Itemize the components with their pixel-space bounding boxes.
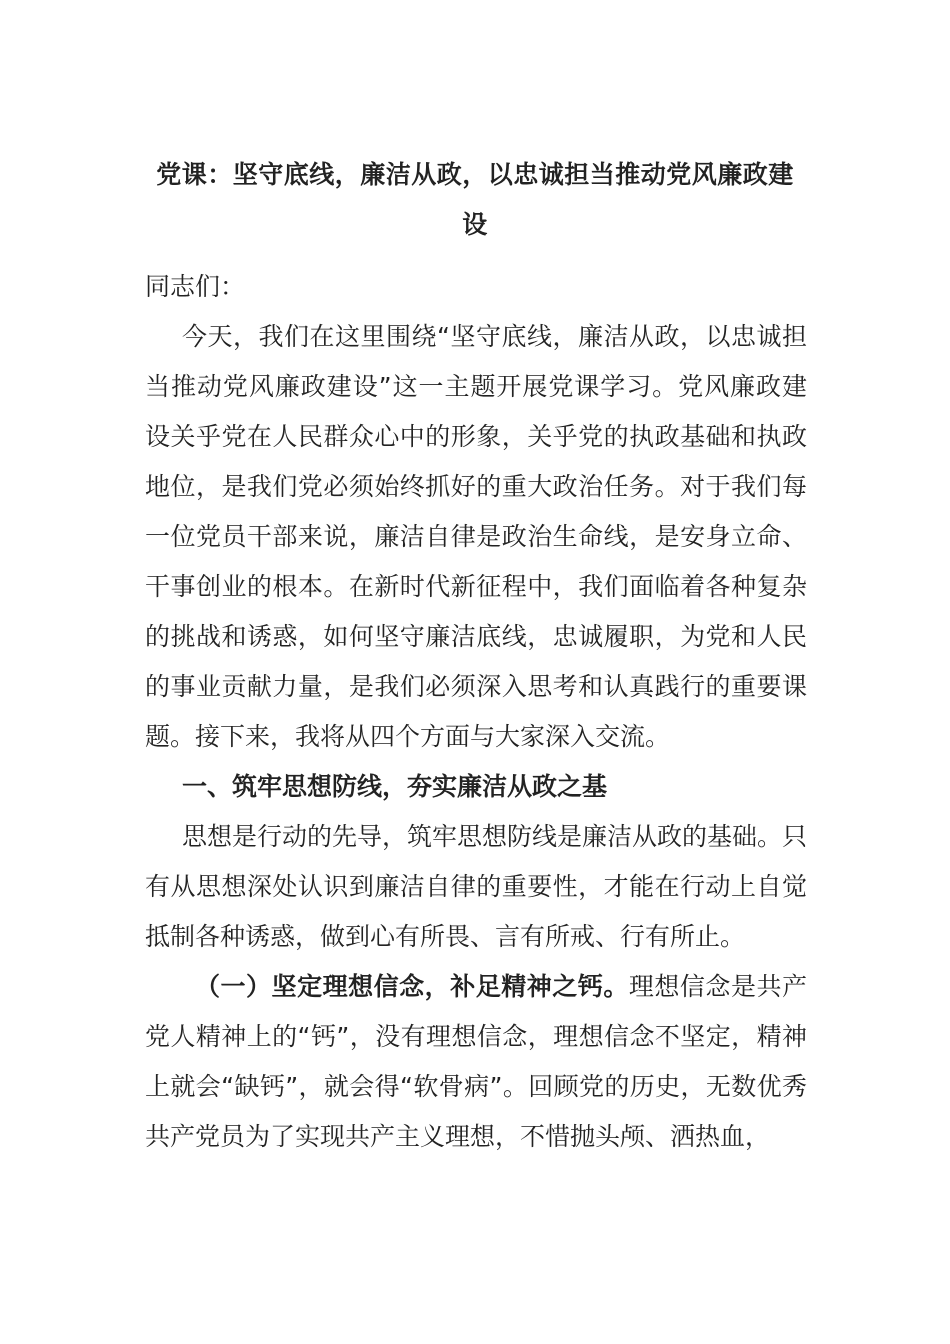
intro-paragraph: 今天，我们在这里围绕“坚守底线，廉洁从政，以忠诚担当推动党风廉政建设”这一主题开展党课学习。党风廉政建设关乎党在人民群众心中的形象，关乎党的执政基础和执政地位，是我们党必须始终抓好的重大政治任务。对于我们每一位党员干部来说，廉洁自律是政治生命线，是安身立命、干事创业的根本。在新时代新征程中，我们面临着各种复杂的挑战和诱惑，如何坚守廉洁底线，忠诚履职，为党和人民的事业贡献力量，是我们必须深入思考和认真践行的重要课题。接下来，我将从四个方面与大家深入交流。	[145, 322, 807, 751]
subsection-1-heading: （一）坚定理想信念，补足精神之钙。	[195, 972, 629, 1001]
salutation: 同志们：	[145, 272, 246, 301]
document-title: 党课：坚守底线，廉洁从政，以忠诚担当推动党风廉政建设	[156, 160, 794, 239]
subsection-1-text: 理想信念是共产党人精神上的“钙”，没有理想信念，理想信念不坚定，精神上就会“缺钙”，就会得“软骨病”。回顾党的历史，无数优秀共产党员为了实现共产主义理想，不惜抛头颅、洒热血，	[145, 972, 807, 1151]
section-1-paragraph: 思想是行动的先导，筑牢思想防线是廉洁从政的基础。只有从思想深处认识到廉洁自律的重要性，才能在行动上自觉抵制各种诱惑，做到心有所畏、言有所戒、行有所止。	[145, 822, 808, 951]
section-1-heading: 一、筑牢思想防线，夯实廉洁从政之基	[182, 772, 608, 801]
document-body	[145, 262, 807, 1162]
subsection-1-paragraph	[145, 962, 807, 1162]
